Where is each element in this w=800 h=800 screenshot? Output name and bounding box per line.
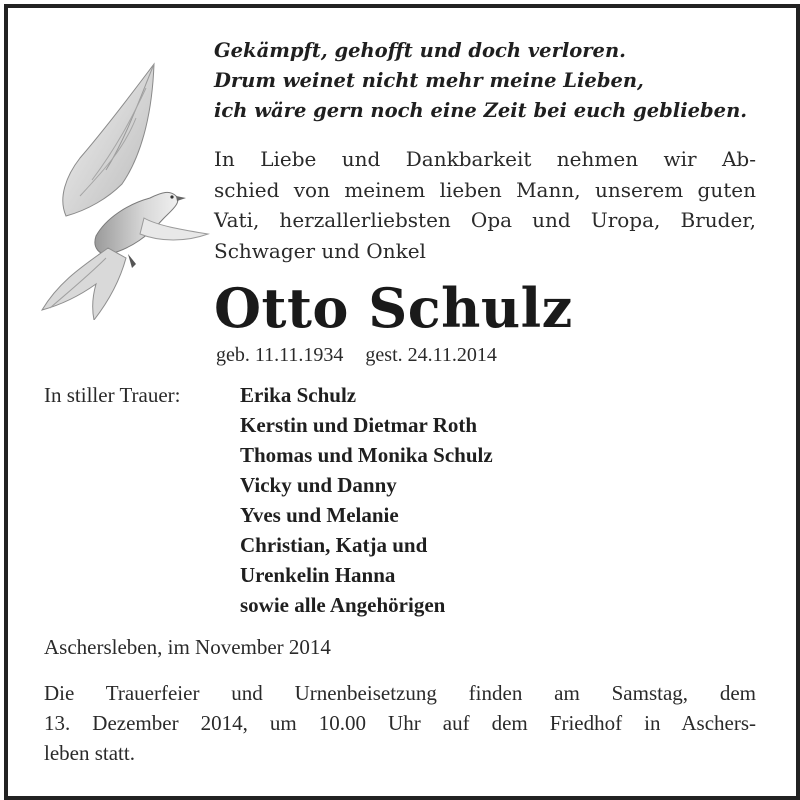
birth-date: geb. 11.11.1934: [216, 344, 344, 366]
poem-line: Gekämpft, gehofft und doch verloren.: [214, 39, 626, 62]
funeral-line: 13. Dezember 2014, um 10.00 Uhr auf dem Friedhof in Aschers-: [44, 711, 756, 735]
funeral-line: leben statt.: [44, 741, 135, 765]
intro-line: schied von meinem lieben Mann, unserem guten: [214, 177, 756, 202]
mourner: Christian, Katja und: [240, 533, 428, 557]
death-date: gest. 24.11.2014: [365, 344, 497, 366]
mourner: Erika Schulz: [240, 383, 357, 407]
poem-line: ich wäre gern noch eine Zeit bei euch geblieben.: [214, 99, 748, 122]
dove-icon: [36, 58, 211, 320]
place-date: Aschersleben, im November 2014: [44, 635, 331, 659]
intro-line: Schwager und Onkel: [214, 238, 426, 263]
mourner: Thomas und Monika Schulz: [240, 443, 493, 467]
mourner: Kerstin und Dietmar Roth: [240, 413, 478, 437]
mourner: Urenkelin Hanna: [240, 563, 396, 587]
funeral-line: Die Trauerfeier und Urnenbeisetzung finden am Samstag, dem: [44, 681, 756, 705]
mourning-label: In stiller Trauer:: [44, 383, 181, 407]
poem-line: Drum weinet nicht mehr meine Lieben,: [214, 69, 644, 92]
funeral-info: [44, 678, 756, 768]
mourner: Vicky und Danny: [240, 473, 397, 497]
mourner: Yves und Melanie: [240, 503, 399, 527]
deceased-name: Otto Schulz: [214, 276, 573, 340]
mourners-list: [240, 380, 493, 620]
life-dates: [216, 342, 497, 368]
intro-line: In Liebe und Dankbarkeit nehmen wir Ab-: [214, 147, 756, 171]
poem: [214, 36, 774, 126]
intro-line: Vati, herzallerliebsten Opa und Uropa, Bruder,: [214, 208, 756, 232]
mourner: sowie alle Angehörigen: [240, 593, 446, 617]
intro-text: [214, 144, 756, 266]
